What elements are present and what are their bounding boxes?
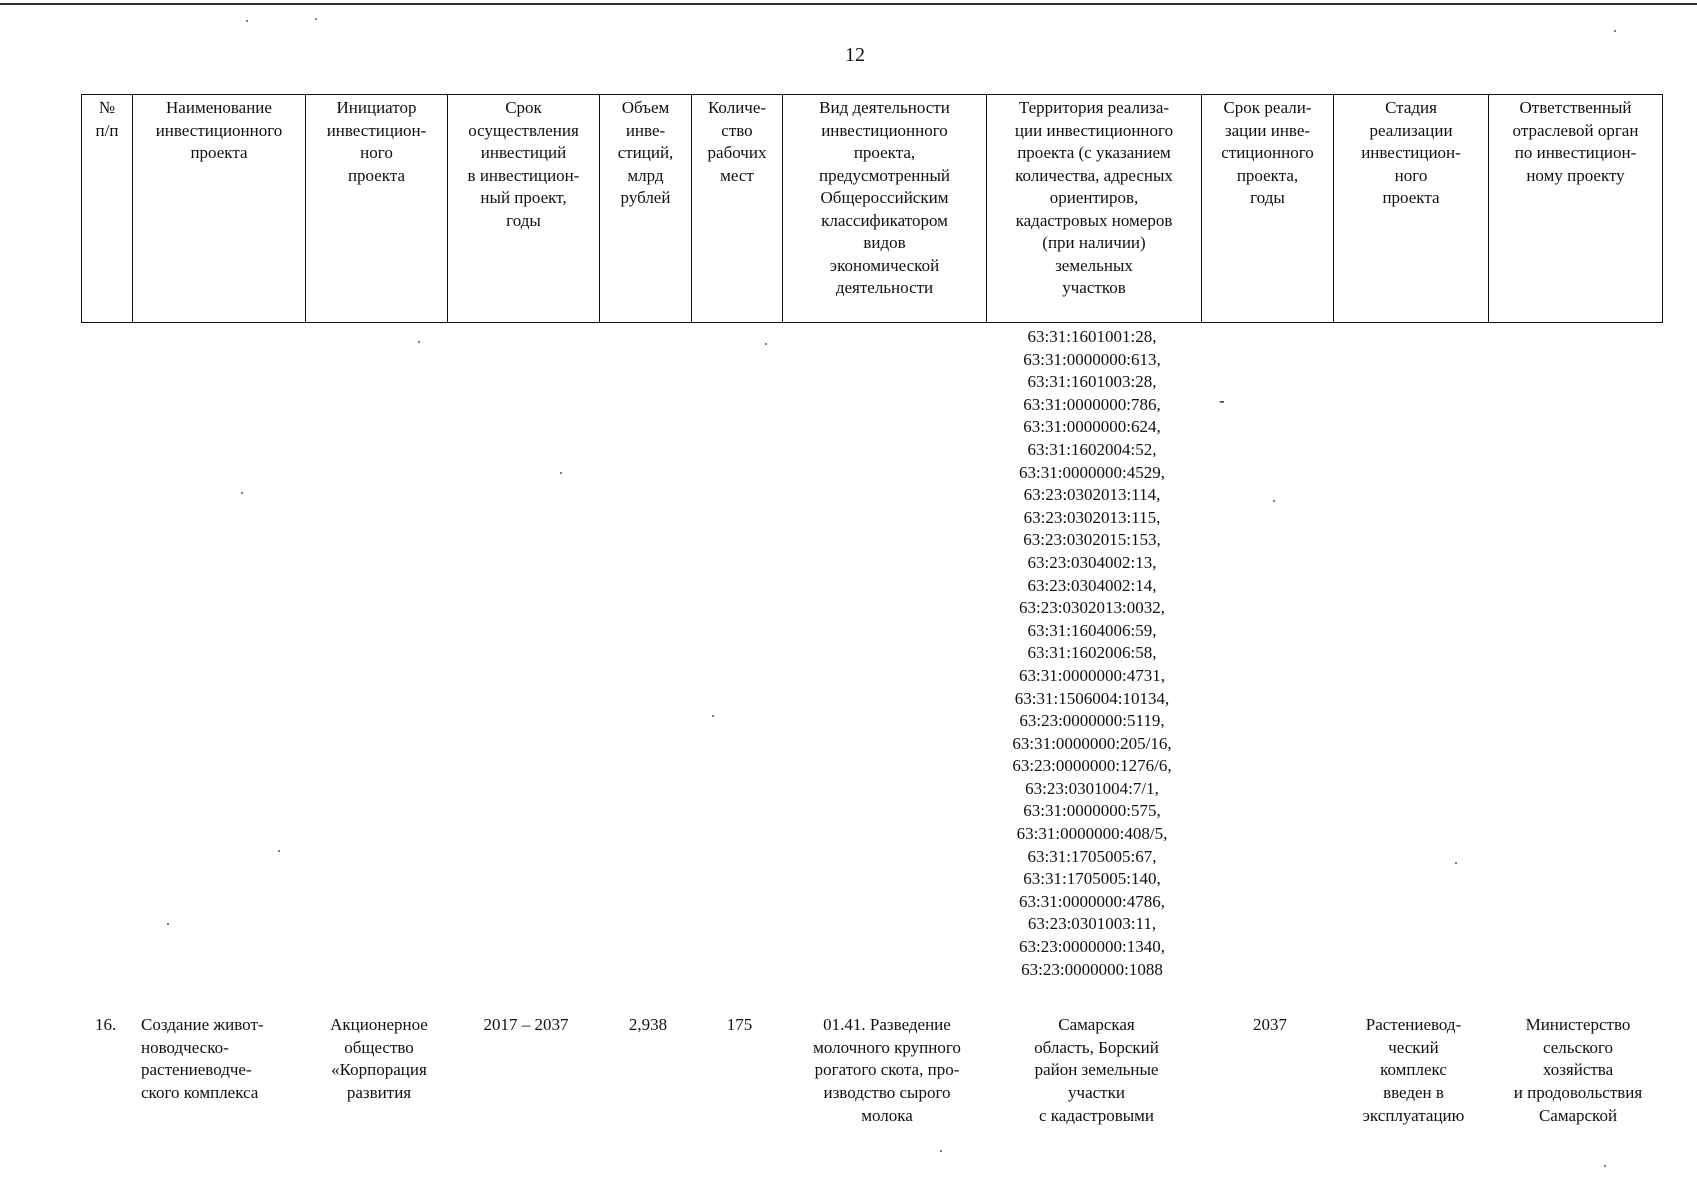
header-cell-implementation-term — [1202, 95, 1334, 323]
cadastral-number: 63:31:1604006:59, — [1027, 620, 1157, 640]
cadastral-number: 63:23:0304002:14, — [1027, 575, 1157, 595]
row16-activity-text: 01.41. Разведение молочного крупного рогатого скота, про- изводство сырого молока — [813, 1015, 961, 1125]
scan-speck — [1455, 862, 1457, 864]
header-text: Ответственный отраслевой орган по инвестицион- ному проекту — [1512, 98, 1639, 185]
header-text: Количе- ство рабочих мест — [707, 98, 767, 185]
row16-initiator-text: Акционерное общество «Корпорация развития — [330, 1015, 428, 1103]
cadastral-number: 63:31:1506004:10134, — [1014, 688, 1170, 708]
cadastral-number: 63:23:0301003:11, — [1027, 914, 1157, 934]
cadastral-number: 63:23:0301004:7/1, — [1025, 778, 1159, 798]
cadastral-number: 63:31:0000000:624, — [1023, 417, 1161, 437]
row16-investment-period: 2017 – 2037 — [483, 1015, 569, 1034]
cadastral-number: 63:23:0302015:153, — [1023, 530, 1161, 550]
scan-speck — [1273, 500, 1275, 502]
cadastral-number: 63:31:1602006:58, — [1027, 643, 1157, 663]
scan-speck — [315, 18, 317, 20]
header-cell-investment-period — [448, 95, 600, 323]
cadastral-number: 63:31:1601001:28, — [1027, 327, 1157, 346]
header-text: № п/п — [95, 98, 119, 140]
cadastral-number: 63:31:0000000:4731, — [1019, 665, 1165, 685]
header-text: Территория реализа- ции инвестиционного проекта (с указанием количества, адресных ориентиров, кадастровых номеров (при наличии) земельных участков — [1014, 98, 1174, 297]
scan-speck — [560, 472, 562, 474]
cadastral-number: 63:23:0000000:1340, — [1019, 937, 1165, 957]
row16-number: 16. — [95, 1015, 117, 1034]
cadastral-number: 63:23:0302013:115, — [1023, 507, 1161, 527]
header-cell-investment-volume — [600, 95, 692, 323]
header-cell-responsible-body — [1489, 95, 1663, 323]
row16-stage-text: Растениевод- ческий комплекс введен в эксплуатацию — [1362, 1015, 1465, 1125]
header-cell-activity — [783, 95, 987, 323]
cadastral-number: 63:23:0302013:114, — [1023, 485, 1161, 505]
row16-investment-volume: 2,938 — [628, 1015, 668, 1034]
table-header — [81, 94, 1663, 323]
row16-stage — [1336, 1014, 1491, 1128]
cadastral-number: 63:31:1705005:67, — [1027, 846, 1157, 866]
row16-territory-text: Самарская область, Борский район земельные участки с кадастровыми — [1034, 1015, 1159, 1125]
row16-implementation-term: 2037 — [1253, 1015, 1287, 1034]
cadastral-number: 63:31:0000000:205/16, — [1012, 733, 1172, 753]
scan-speck — [246, 20, 248, 22]
header-cell-territory — [987, 95, 1202, 323]
cadastral-number: 63:31:1602004:52, — [1027, 439, 1157, 459]
scan-speck — [418, 341, 420, 343]
cadastral-number: 63:31:1601003:28, — [1027, 372, 1157, 392]
header-row — [82, 95, 1663, 323]
row16-project-name-text: Создание живот- новодческо- растениеводче- ского комплекса — [141, 1015, 264, 1103]
top-border-line — [0, 3, 1697, 5]
header-text: Инициатор инвестицион- ного проекта — [326, 98, 427, 185]
cadastral-number: 63:31:0000000:408/5, — [1016, 824, 1168, 844]
header-cell-stage — [1334, 95, 1489, 323]
cadastral-number: 63:31:0000000:786, — [1023, 394, 1161, 414]
row16-initiator — [308, 1014, 450, 1105]
cadastral-number: 63:23:0000000:1276/6, — [1012, 756, 1172, 776]
scan-speck — [765, 343, 767, 345]
term-dash: - — [1219, 391, 1225, 410]
header-cell-number — [82, 95, 133, 323]
page-number: 12 — [845, 44, 865, 66]
row16-activity — [785, 1014, 989, 1128]
header-cell-name — [133, 95, 306, 323]
row16-territory — [989, 1014, 1204, 1128]
scan-speck — [241, 492, 243, 494]
scan-speck — [167, 923, 169, 925]
scan-speck — [940, 1150, 942, 1152]
cadastral-number: 63:23:0302013:0032, — [1019, 598, 1165, 618]
header-text: Объем инве- стиций, млрд рублей — [617, 98, 674, 207]
cadastral-number: 63:23:0000000:1088 — [1021, 959, 1163, 979]
cadastral-number: 63:23:0000000:5119, — [1019, 711, 1165, 731]
header-text: Наименование инвестиционного проекта — [155, 98, 283, 162]
scan-speck — [278, 850, 280, 852]
header-text: Стадия реализации инвестицион- ного проекта — [1361, 98, 1461, 207]
scan-speck — [1604, 1165, 1606, 1167]
cadastral-number: 63:31:1705005:140, — [1023, 869, 1161, 889]
header-cell-initiator — [306, 95, 448, 323]
cadastral-number: 63:31:0000000:575, — [1023, 801, 1161, 821]
row16-responsible-body-text: Министерство сельского хозяйства и продовольствия Самарской — [1513, 1015, 1643, 1125]
cadastral-number: 63:31:0000000:613, — [1023, 349, 1161, 369]
header-cell-jobs — [692, 95, 783, 323]
cadastral-number-list — [986, 326, 1198, 981]
row16-jobs: 175 — [726, 1015, 753, 1034]
row16-project-name — [141, 1014, 311, 1105]
scan-speck — [1614, 30, 1616, 32]
header-text: Срок осуществления инвестиций в инвестицион- ный проект, годы — [467, 98, 580, 230]
cadastral-number: 63:31:0000000:4529, — [1019, 462, 1165, 482]
cadastral-number: 63:31:0000000:4786, — [1019, 891, 1165, 911]
header-text: Вид деятельности инвестиционного проекта, предусмотренный Общероссийским классификатором видов экономической деятельности — [818, 98, 951, 297]
cadastral-number: 63:23:0304002:13, — [1027, 552, 1157, 572]
scan-speck — [712, 715, 714, 717]
header-text: Срок реали- зации инве- стиционного проекта, годы — [1221, 98, 1314, 207]
row16-responsible-body — [1491, 1014, 1665, 1128]
